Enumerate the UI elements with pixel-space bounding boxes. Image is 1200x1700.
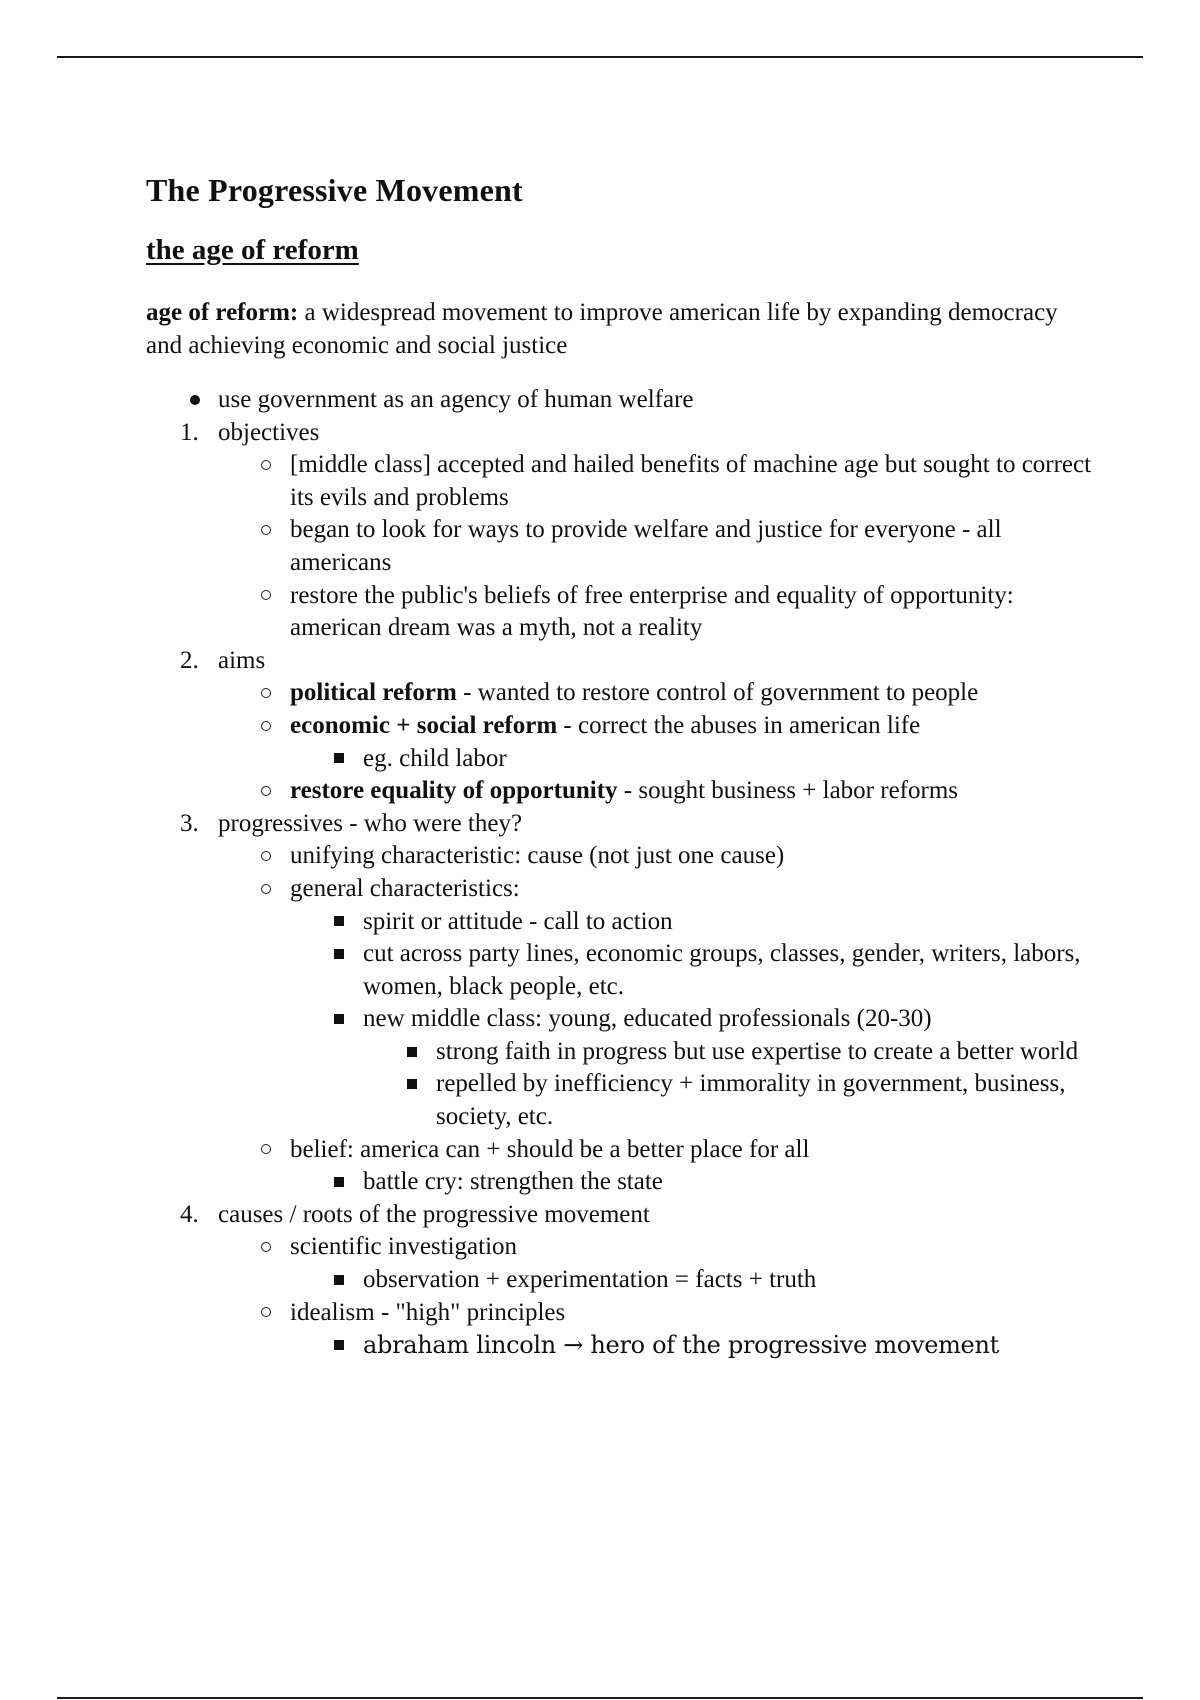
list-item: restore equality of opportunity - sought business + labor reforms — [146, 775, 1096, 808]
list-item: began to look for ways to provide welfare and justice for everyone - all americans — [146, 514, 1096, 579]
bullet-circle-icon — [251, 1231, 281, 1264]
notes-list — [146, 384, 1096, 1363]
numbered-item-causes: 4. causes / roots of the progressive movement — [146, 1199, 1096, 1232]
item-number: 2. — [180, 646, 199, 674]
bullet-circle-icon — [251, 514, 281, 547]
definition-text: a widespread movement to improve american life by expanding democracy and achieving economic and social justice — [146, 299, 1058, 359]
list-item: eg. child labor — [146, 743, 1096, 776]
list-item: new middle class: young, educated professionals (20-30) — [146, 1003, 1096, 1036]
bullet-square-icon — [324, 1003, 354, 1036]
bullet-circle-icon — [251, 710, 281, 743]
bullet-square-icon — [324, 938, 354, 971]
top-rule — [57, 56, 1143, 58]
section-heading: the age of reform — [146, 234, 359, 266]
bullet-square-icon — [324, 906, 354, 939]
page-title: The Progressive Movement — [146, 172, 523, 208]
definition-term: age of reform: — [146, 299, 299, 326]
list-item: spirit or attitude - call to action — [146, 906, 1096, 939]
bullet-circle-icon — [251, 873, 281, 906]
bullet-square-icon — [324, 1264, 354, 1297]
list-item: [middle class] accepted and hailed benefits of machine age but sought to correct its evils and problems — [146, 449, 1096, 514]
numbered-item-aims: 2. aims — [146, 645, 1096, 678]
bullet-circle-icon — [251, 1134, 281, 1167]
list-item: scientific investigation — [146, 1231, 1096, 1264]
item-number: 1. — [180, 418, 199, 446]
list-item: battle cry: strengthen the state — [146, 1166, 1096, 1199]
bullet-circle-icon — [251, 449, 281, 482]
list-item: belief: america can + should be a better place for all — [146, 1134, 1096, 1167]
list-item: restore the public's beliefs of free enterprise and equality of opportunity: american dream was a myth, not a reality — [146, 580, 1096, 645]
bullet-circle-icon — [251, 775, 281, 808]
list-item: use government as an agency of human welfare — [146, 384, 1096, 417]
list-item: repelled by inefficiency + immorality in government, business, society, etc. — [146, 1068, 1096, 1133]
item-number: 4. — [180, 1200, 199, 1228]
list-item: strong faith in progress but use expertise to create a better world — [146, 1036, 1096, 1069]
bullet-square-icon — [324, 1329, 354, 1362]
list-item: political reform - wanted to restore control of government to people — [146, 677, 1096, 710]
list-item: general characteristics: — [146, 873, 1096, 906]
list-item: observation + experimentation = facts + truth — [146, 1264, 1096, 1297]
list-item: unifying characteristic: cause (not just one cause) — [146, 840, 1096, 873]
bullet-square-icon — [324, 1166, 354, 1199]
bullet-square-icon — [397, 1036, 427, 1069]
list-item: idealism - "high" principles — [146, 1297, 1096, 1330]
bullet-circle-icon — [251, 840, 281, 873]
numbered-item-progressives: 3. progressives - who were they? — [146, 808, 1096, 841]
list-item: abraham lincoln → hero of the progressive movement — [146, 1329, 1096, 1363]
bullet-square-icon — [397, 1068, 427, 1101]
bottom-rule — [57, 1697, 1143, 1699]
bullet-disc-icon — [180, 384, 210, 417]
document-page — [146, 168, 1096, 1363]
item-number: 3. — [180, 809, 199, 837]
bullet-circle-icon — [251, 677, 281, 710]
bullet-circle-icon — [251, 1297, 281, 1330]
list-item: economic + social reform - correct the abuses in american life — [146, 710, 1096, 743]
list-item: cut across party lines, economic groups, classes, gender, writers, labors, women, black people, etc. — [146, 938, 1096, 1003]
definition-paragraph — [146, 296, 1096, 362]
bullet-circle-icon — [251, 580, 281, 613]
bullet-square-icon — [324, 743, 354, 776]
numbered-item-objectives: 1. objectives — [146, 417, 1096, 450]
